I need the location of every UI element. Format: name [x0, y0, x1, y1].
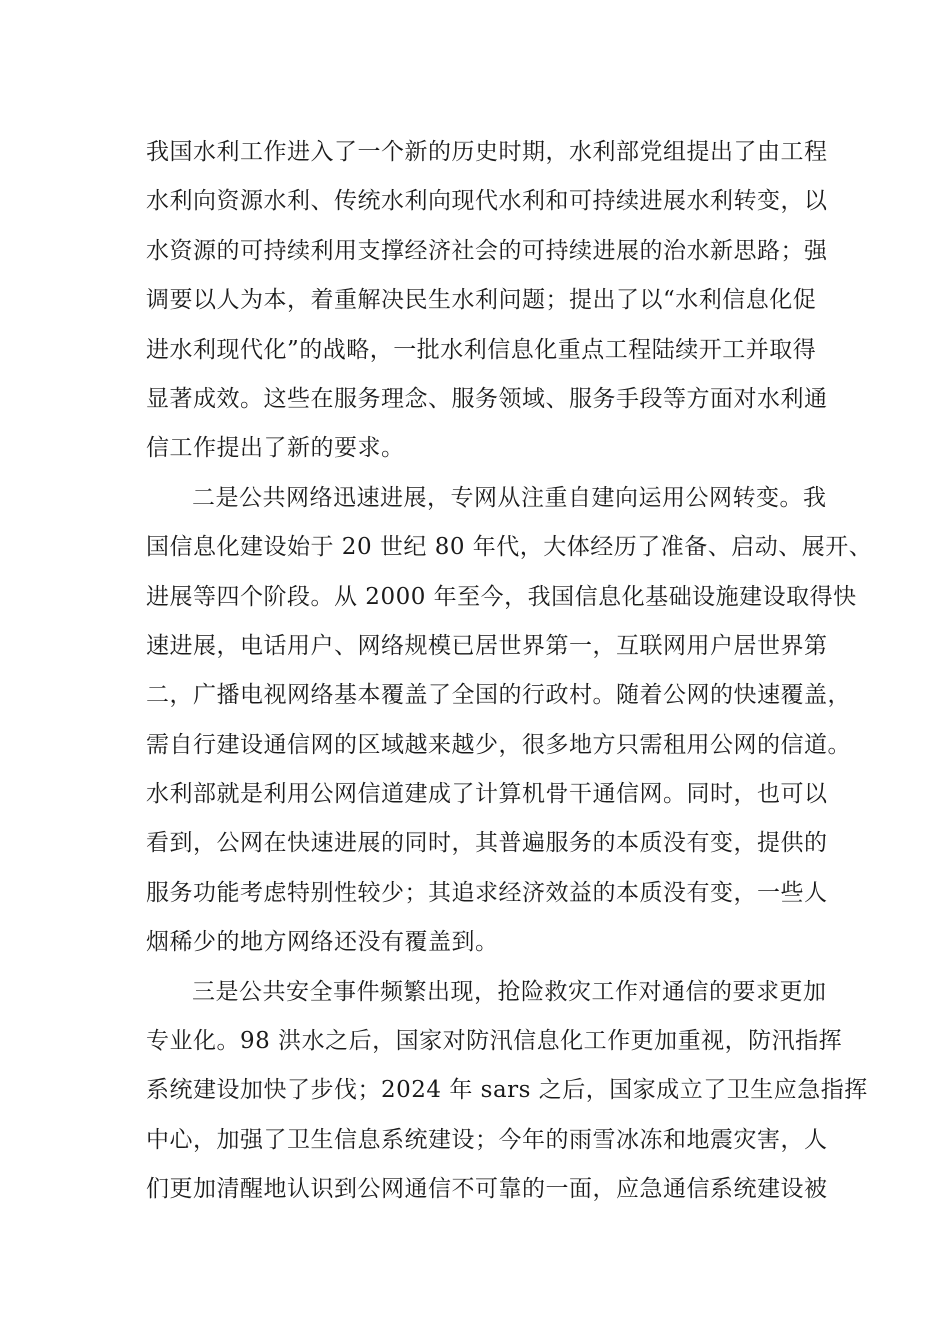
text-line: 二，广播电视网络基本覆盖了全国的行政村。随着公网的快速覆盖， — [146, 682, 851, 709]
text-line: 专业化。98 洪水之后，国家对防汛信息化工作更加重视，防汛指挥 — [146, 1028, 843, 1055]
paragraph — [146, 132, 828, 478]
paragraph — [146, 478, 873, 972]
text-line: 水资源的可持续利用支撑经济社会的可持续进展的治水新思路；强 — [146, 237, 828, 264]
text-line: 信工作提出了新的要求。 — [146, 435, 405, 462]
text-line: 水利向资源水利、传统水利向现代水利和可持续进展水利转变，以 — [146, 188, 828, 215]
text-line: 服务功能考虑特别性较少；其追求经济效益的本质没有变，一些人 — [146, 879, 828, 906]
text-line: 显著成效。这些在服务理念、服务领域、服务手段等方面对水利通 — [146, 385, 828, 412]
text-line: 三是公共安全事件频繁出现，抢险救灾工作对通信的要求更加 — [192, 978, 827, 1005]
text-line: 我国水利工作进入了一个新的历史时期，水利部党组提出了由工程 — [146, 139, 828, 165]
text-line: 速进展，电话用户、网络规模已居世界第一，互联网用户居世界第 — [146, 632, 828, 659]
text-line: 需自行建设通信网的区域越来越少，很多地方只需租用公网的信道。 — [146, 731, 851, 758]
text-line: 水利部就是利用公网信道建成了计算机骨干通信网。同时，也可以 — [146, 781, 828, 808]
text-line: 二是公共网络迅速进展，专网从注重自建向运用公网转变。我 — [192, 484, 827, 511]
text-line: 进水利现代化”的战略，一批水利信息化重点工程陆续开工并取得 — [146, 336, 817, 363]
text-line: 中心，加强了卫生信息系统建设；今年的雨雪冰冻和地震灾害，人 — [146, 1126, 828, 1153]
text-line: 调要以人为本，着重解决民生水利问题；提出了以“水利信息化促 — [146, 287, 817, 314]
text-line: 系统建设加快了步伐；2024 年 sars 之后，国家成立了卫生应急指挥 — [146, 1077, 868, 1104]
paragraph — [146, 972, 868, 1219]
text-line: 进展等四个阶段。从 2000 年至今，我国信息化基础设施建设取得快 — [146, 583, 857, 610]
body-text — [146, 132, 873, 1219]
text-line: 烟稀少的地方网络还没有覆盖到。 — [146, 929, 499, 956]
text-line: 们更加清醒地认识到公网通信不可靠的一面，应急通信系统建设被 — [146, 1176, 828, 1203]
text-line: 国信息化建设始于 20 世纪 80 年代，大体经历了准备、启动、展开、 — [146, 534, 873, 561]
text-line: 看到，公网在快速进展的同时，其普遍服务的本质没有变，提供的 — [146, 830, 828, 857]
